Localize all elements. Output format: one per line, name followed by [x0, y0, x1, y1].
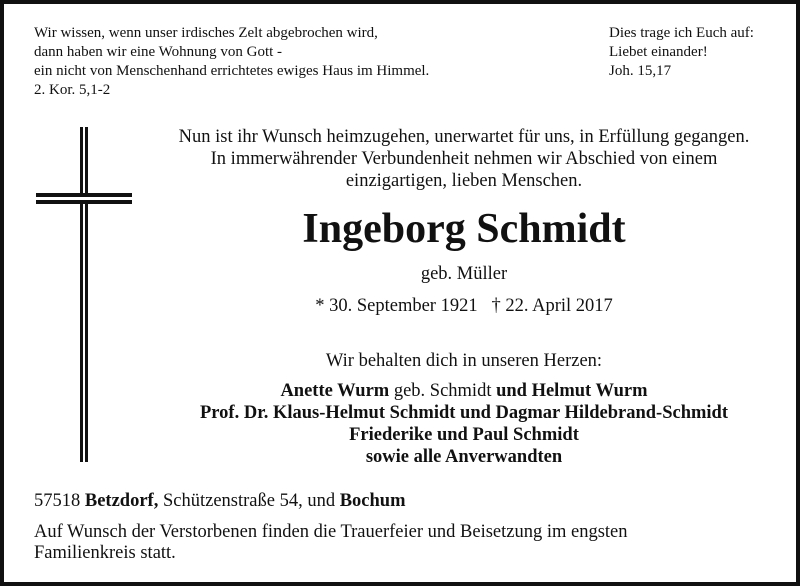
- mourner-line: Friederike und Paul Schmidt: [349, 425, 579, 445]
- deceased-name: Ingeborg Schmidt: [302, 206, 626, 252]
- verse-left-reference: 2. Kor. 5,1-2: [34, 82, 111, 98]
- mourner-line: [144, 380, 784, 402]
- intro-line: einzigartigen, lieben Menschen.: [345, 171, 583, 191]
- mourners-list: [144, 380, 784, 468]
- life-dates: [144, 294, 784, 318]
- birth-date: * 30. September 1921: [315, 296, 478, 316]
- address-line: [34, 490, 406, 512]
- mourner-line: sowie alle Anverwandten: [365, 447, 563, 467]
- cross-icon: [80, 127, 88, 462]
- verse-right-line: Liebet einander!: [609, 44, 708, 60]
- intro-text: [144, 126, 784, 192]
- address-city: Betzdorf,: [84, 491, 159, 511]
- cross-beam-icon: [36, 193, 132, 204]
- mourner-name: Anette Wurm: [280, 381, 390, 401]
- verse-left-line: dann haben wir eine Wohnung von Gott -: [34, 44, 283, 60]
- mourner-partner: und Helmut Wurm: [496, 381, 648, 401]
- verse-right-reference: Joh. 15,17: [609, 63, 672, 79]
- address-street: Schützenstraße 54, und: [158, 491, 340, 511]
- verse-right-line: Dies trage ich Euch auf:: [609, 25, 754, 41]
- intro-line: Nun ist ihr Wunsch heimzugehen, unerwartet für uns, in Erfüllung gegangen.: [178, 127, 750, 147]
- mourner-line: Prof. Dr. Klaus-Helmut Schmidt und Dagmar Hildebrand-Schmidt: [200, 403, 728, 423]
- address-city2: Bochum: [339, 491, 406, 511]
- birth-name: geb. Müller: [420, 264, 508, 284]
- notice-line: Familienkreis statt.: [34, 543, 176, 563]
- funeral-notice: [34, 522, 754, 564]
- bible-verse-right: [609, 24, 794, 81]
- verse-left-line: ein nicht von Menschenhand errichtetes ewiges Haus im Himmel.: [34, 63, 430, 79]
- bible-verse-left: [34, 24, 504, 100]
- death-date: † 22. April 2017: [491, 296, 613, 316]
- intro-line: In immerwährender Verbundenheit nehmen wir Abschied von einem: [210, 149, 718, 169]
- verse-left-line: Wir wissen, wenn unser irdisches Zelt abgebrochen wird,: [34, 25, 378, 41]
- address-zip: 57518: [34, 491, 85, 511]
- remembrance-line: Wir behalten dich in unseren Herzen:: [325, 351, 603, 371]
- mourner-birth-name: geb. Schmidt: [389, 381, 497, 401]
- notice-line: Auf Wunsch der Verstorbenen finden die Trauerfeier und Beisetzung im engsten: [34, 522, 628, 542]
